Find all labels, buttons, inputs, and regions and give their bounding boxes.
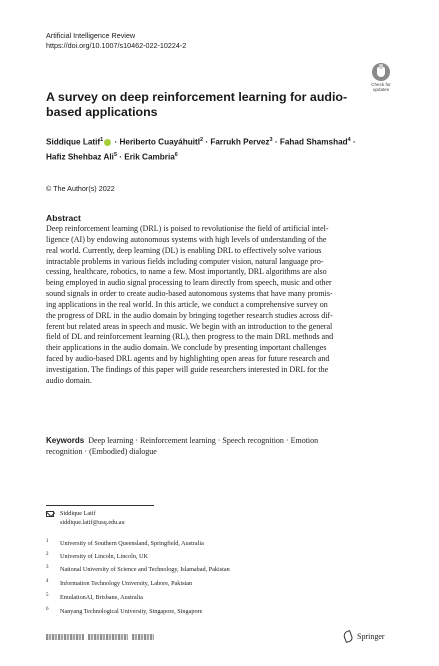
author-separator: · xyxy=(203,137,211,147)
doi-link[interactable]: https://doi.org/10.1007/s10462-022-10224-2 xyxy=(46,41,187,50)
copyright-notice: © The Author(s) 2022 xyxy=(46,184,115,193)
smudged-text xyxy=(46,634,84,640)
affiliation-text: Information Technology University, Lahore, Pakistan xyxy=(60,580,193,587)
check-for-updates-icon xyxy=(372,63,390,81)
author-separator: · xyxy=(350,137,356,147)
abstract-heading: Abstract xyxy=(46,213,81,223)
abstract-line: the progress of DRL in the audio domain by bringing together research studies across dif- xyxy=(46,310,333,320)
smudged-text xyxy=(88,634,128,640)
abstract-line: sound signals in order to create audio-based autonomous systems that have many promis- xyxy=(46,289,333,299)
abstract-line: ligence (AI) by endowing autonomous systems with high levels of understanding of the xyxy=(46,234,327,244)
abstract-line: ing applications in the real world. In this article, we conduct a comprehensive survey on xyxy=(46,299,328,309)
abstract-body xyxy=(46,224,393,387)
corresponding-author-email[interactable]: siddique.latif@usq.edu.au xyxy=(60,518,125,526)
affiliation-number: 5 xyxy=(46,593,49,598)
abstract-line: intractable problems in various fields including computer vision, natural language pro- xyxy=(46,256,324,266)
abstract-line: field of DL and reinforcement learning (RL), then progress to the main DRL methods and xyxy=(46,332,334,342)
abstract-line: ferent but related areas in speech and music. We begin with an introduction to the general xyxy=(46,321,333,331)
author-name[interactable]: Erik Cambria xyxy=(124,152,175,162)
author-affiliation-number: 4 xyxy=(347,137,351,143)
keywords-line: recognition · (Embodied) dialogue xyxy=(46,447,157,456)
check-for-updates-badge[interactable] xyxy=(365,63,397,97)
author-name[interactable]: Heriberto Cuayáhuitl xyxy=(119,137,201,147)
springer-horse-icon xyxy=(343,631,353,641)
affiliation-number: 2 xyxy=(46,552,49,557)
abstract-line: investigation. The findings of this paper will guide researchers interested in DRL for the xyxy=(46,364,329,374)
author-separator: · xyxy=(117,152,125,162)
affiliation-number: 1 xyxy=(46,539,49,544)
author-separator: · xyxy=(272,137,280,147)
abstract-line: cessing, healthcare, robotics, to name a few. Most importantly, DRL algorithms are also xyxy=(46,267,327,277)
author-affiliation-number: 5 xyxy=(113,151,117,158)
abstract-line: audio domain. xyxy=(46,375,92,385)
corresponding-author-name: Siddique Latif xyxy=(60,510,96,517)
author-affiliation-number: 6 xyxy=(174,151,178,158)
envelope-icon xyxy=(46,511,54,517)
publication-info-smudge xyxy=(46,633,156,641)
author-name[interactable]: Siddique Latif xyxy=(46,137,101,147)
author-affiliation-number: 2 xyxy=(200,137,204,143)
affiliation-text: Nanyang Technological University, Singapore, Singapore xyxy=(60,608,203,615)
author-affiliation-number: 3 xyxy=(269,137,273,143)
affiliation-text: EmulationAI, Brisbane, Australia xyxy=(60,594,143,601)
check-for-updates-label: Check for updates xyxy=(371,82,391,92)
author-affiliation-number: 1 xyxy=(100,137,104,143)
abstract-line: Deep reinforcement learning (DRL) is poised to revolutionise the field of artificial intel- xyxy=(46,224,329,233)
affiliation-number: 6 xyxy=(46,607,49,612)
affiliation-text: University of Lincoln, Lincoln, UK xyxy=(60,553,148,560)
abstract-line: being employed in audio signal processing to learn directly from speech, music and other xyxy=(46,278,332,288)
abstract-line: their applications in the audio domain. We conclude by presenting important challenges xyxy=(46,343,327,353)
keywords-label: Keywords xyxy=(46,436,85,445)
orcid-icon[interactable] xyxy=(104,139,111,146)
affiliation-number: 3 xyxy=(46,565,49,570)
keywords-section xyxy=(46,435,393,457)
author-name[interactable]: Fahad Shamshad xyxy=(279,137,348,147)
publisher-name: Springer xyxy=(357,631,385,641)
author-list xyxy=(46,134,386,163)
author-name[interactable]: Farrukh Pervez xyxy=(210,137,270,147)
abstract-line: faced by audio-based DRL agents and by highlighting open areas for future research and xyxy=(46,354,330,364)
publisher-logo xyxy=(343,631,385,641)
affiliation-text: National University of Science and Technology, Islamabad, Pakistan xyxy=(60,566,230,573)
author-name[interactable]: Hafiz Shehbaz Ali xyxy=(46,152,114,162)
paper-title: A survey on deep reinforcement learning for audio-based applications xyxy=(46,90,348,119)
author-separator: · xyxy=(112,137,120,147)
keywords-line: Deep learning · Reinforcement learning · Speech recognition · Emotion xyxy=(88,436,319,445)
journal-name: Artificial Intelligence Review xyxy=(46,31,136,40)
affiliation-text: University of Southern Queensland, Springfield, Australia xyxy=(60,540,204,547)
footnote-divider xyxy=(46,505,154,506)
affiliation-number: 4 xyxy=(46,579,49,584)
smudged-text xyxy=(132,634,154,640)
abstract-line: real world. Currently, deep learning (DL) is enabling DRL to effectively solve various xyxy=(46,245,322,255)
